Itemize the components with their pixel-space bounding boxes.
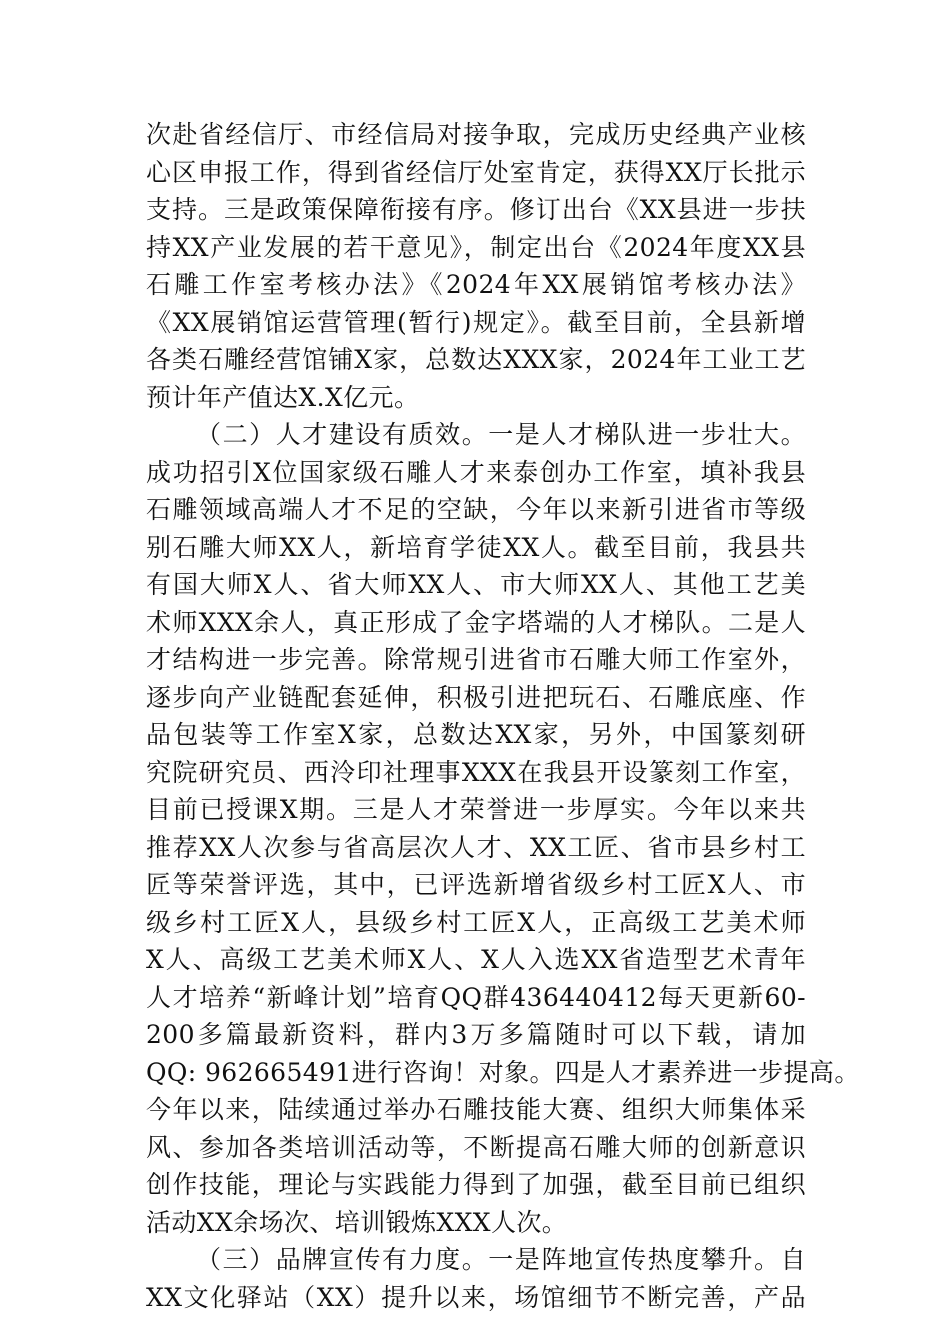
text-line: 别石雕大师XX人，新培育学徒XX人。截至目前，我县共	[146, 532, 806, 562]
text-line: 匠等荣誉评选，其中，已评选新增省级乡村工匠X人、市	[146, 870, 806, 899]
text-line: （三）品牌宣传有力度。一是阵地宣传热度攀升。自	[196, 1245, 806, 1274]
text-line: 有国大师X人、省大师XX人、市大师XX人、其他工艺美	[146, 570, 806, 599]
text-line: 《XX展销馆运营管理(暂行)规定》。截至目前，全县新增	[146, 307, 806, 337]
text-line: 推荐XX人次参与省高层次人才、XX工匠、省市县乡村工	[146, 832, 806, 862]
text-line: 各类石雕经营馆铺X家，总数达XXX家，2024年工业工艺	[146, 345, 806, 374]
text-line: 风、参加各类培训活动等，不断提高石雕大师的创新意识	[146, 1132, 806, 1162]
text-line: 术师XXX余人，真正形成了金字塔端的人才梯队。二是人	[146, 607, 806, 637]
text-line: 成功招引X位国家级石雕人才来泰创办工作室，填补我县	[146, 457, 806, 487]
text-line: 目前已授课X期。三是人才荣誉进一步厚实。今年以来共	[146, 795, 806, 824]
text-line: 心区申报工作，得到省经信厅处室肯定，获得XX厅长批示	[146, 157, 806, 187]
text-line: （二）人才建设有质效。一是人才梯队进一步壮大。	[196, 420, 806, 449]
text-line: 石雕领域高端人才不足的空缺，今年以来新引进省市等级	[146, 495, 806, 524]
text-line: 今年以来，陆续通过举办石雕技能大赛、组织大师集体采	[146, 1095, 806, 1124]
text-line: 级乡村工匠X人，县级乡村工匠X人，正高级工艺美术师	[146, 907, 806, 937]
text-line: 才结构进一步完善。除常规引进省市石雕大师工作室外，	[146, 645, 806, 674]
text-line: 品包装等工作室X家，总数达XX家，另外，中国篆刻研	[146, 720, 806, 749]
text-line: 究院研究员、西泠印社理事XXX在我县开设篆刻工作室，	[146, 757, 806, 787]
text-line: X人、高级工艺美术师X人、X人入选XX省造型艺术青年	[146, 945, 806, 974]
text-line: 石雕工作室考核办法》《2024年XX展销馆考核办法》	[146, 270, 806, 299]
text-line: XX文化驿站（XX）提升以来，场馆细节不断完善，产品	[146, 1282, 806, 1312]
body-text	[146, 116, 860, 1316]
text-line: 逐步向产业链配套延伸，积极引进把玩石、石雕底座、作	[146, 682, 806, 712]
text-line: 活动XX余场次、培训锻炼XXX人次。	[146, 1207, 568, 1237]
text-line: 200多篇最新资料，群内3万多篇随时可以下载，请加	[146, 1020, 806, 1049]
text-line: 创作技能，理论与实践能力得到了加强，截至目前已组织	[146, 1170, 806, 1199]
text-line: 人才培养“新峰计划”培育QQ群436440412每天更新60-	[146, 982, 806, 1012]
text-line: 次赴省经信厅、市经信局对接争取，完成历史经典产业核	[146, 120, 806, 149]
text-line: 预计年产值达X.X亿元。	[146, 382, 420, 412]
text-line: QQ: 962665491进行咨询！对象。四是人才素养进一步提高。	[146, 1057, 860, 1087]
text-line: 持XX产业发展的若干意见》，制定出台《2024年度XX县	[146, 232, 806, 262]
text-line: 支持。三是政策保障衔接有序。修订出台《XX县进一步扶	[146, 195, 806, 224]
